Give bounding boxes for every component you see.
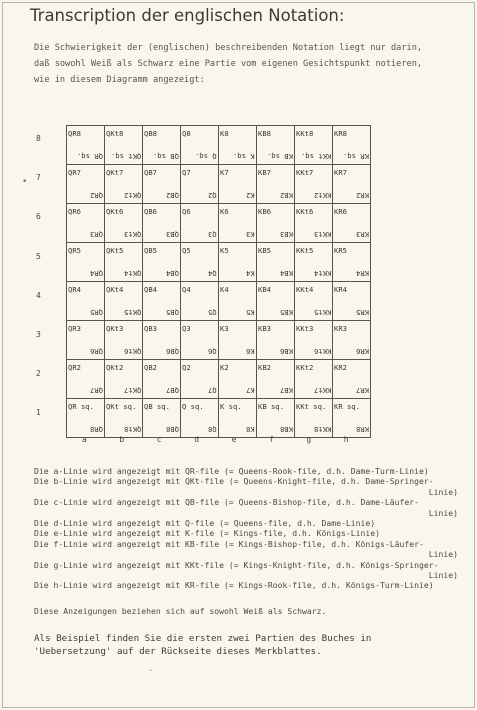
file-line-continuation: Linie) xyxy=(428,507,458,518)
black-notation: Q3 xyxy=(208,230,217,239)
black-notation: QKt2 xyxy=(123,191,141,200)
black-notation: KB7 xyxy=(280,386,293,395)
black-notation: Q7 xyxy=(208,386,217,395)
black-notation: KKt7 xyxy=(313,386,331,395)
board-square xyxy=(143,360,181,399)
black-notation: K3 xyxy=(246,230,255,239)
white-notation: QKt6 xyxy=(106,207,124,216)
board-square xyxy=(67,360,105,399)
white-notation: QKt5 xyxy=(106,246,124,255)
white-notation: QR5 xyxy=(68,246,81,255)
white-notation: Q6 xyxy=(182,207,191,216)
file-line-continuation: Linie) xyxy=(428,486,458,497)
white-notation: QB4 xyxy=(144,285,157,294)
black-notation: KB5 xyxy=(280,308,293,317)
board-row xyxy=(67,126,371,165)
white-notation: KR8 xyxy=(334,129,347,138)
file-label: a xyxy=(82,435,87,444)
board-square xyxy=(143,204,181,243)
board-square xyxy=(181,165,219,204)
black-notation: Q6 xyxy=(208,347,217,356)
file-line xyxy=(34,518,464,528)
white-notation: KKt sq. xyxy=(296,402,327,411)
black-notation: KKt6 xyxy=(313,347,331,356)
board-square xyxy=(105,204,143,243)
black-notation: QKt5 xyxy=(123,308,141,317)
black-notation: QR7 xyxy=(90,386,103,395)
black-notation: QR3 xyxy=(90,230,103,239)
white-notation: Q4 xyxy=(182,285,191,294)
board-row xyxy=(67,204,371,243)
board-square xyxy=(257,399,295,438)
file-line xyxy=(34,528,464,538)
board-square xyxy=(295,321,333,360)
board-square xyxy=(333,204,371,243)
file-line xyxy=(34,476,464,497)
white-notation: K2 xyxy=(220,363,229,372)
file-label: h xyxy=(343,435,349,444)
white-notation: QKt3 xyxy=(106,324,124,333)
black-notation: KB8 xyxy=(280,425,293,434)
white-notation: KKt4 xyxy=(296,285,314,294)
board-square xyxy=(333,165,371,204)
board-square xyxy=(257,282,295,321)
white-notation: QB3 xyxy=(144,324,157,333)
board-square xyxy=(143,282,181,321)
board-square xyxy=(105,321,143,360)
white-notation: KKt6 xyxy=(296,207,314,216)
white-notation: QB sq. xyxy=(144,402,170,411)
black-notation: QKt3 xyxy=(123,230,141,239)
white-notation: KB8 xyxy=(258,129,271,138)
board-square xyxy=(143,243,181,282)
file-line-text: Die h-Linie wird angezeigt mit KR-file (= Kings-Rook-file, d.h. Königs-Turm-Linie) xyxy=(34,580,434,591)
board-square xyxy=(295,360,333,399)
black-notation: K7 xyxy=(246,386,255,395)
black-notation: KB6 xyxy=(280,347,293,356)
board-square xyxy=(219,282,257,321)
black-notation: QKt sq. xyxy=(110,152,141,161)
black-notation: KR5 xyxy=(356,308,369,317)
board-square xyxy=(333,360,371,399)
white-notation: KB3 xyxy=(258,324,271,333)
black-notation: QR sq. xyxy=(77,152,103,161)
rank-label: 7 xyxy=(36,173,41,183)
black-notation: KR6 xyxy=(356,347,369,356)
white-notation: K7 xyxy=(220,168,229,177)
black-notation: QR2 xyxy=(90,191,103,200)
board-square xyxy=(333,399,371,438)
black-notation: QR5 xyxy=(90,308,103,317)
white-notation: KB6 xyxy=(258,207,271,216)
board-square xyxy=(219,165,257,204)
white-notation: QR6 xyxy=(68,207,81,216)
black-notation: QB8 xyxy=(166,425,179,434)
board-square xyxy=(105,243,143,282)
black-notation: QKt7 xyxy=(123,386,141,395)
board-row xyxy=(67,399,371,438)
rank-label: 2 xyxy=(36,369,41,379)
white-notation: KKt8 xyxy=(296,129,314,138)
black-notation: KR4 xyxy=(356,269,369,278)
file-line-text: Die d-Linie wird angezeigt mit Q-file (= Queens-file, d.h. Dame-Linie) xyxy=(34,518,376,529)
white-notation: QR3 xyxy=(68,324,81,333)
board-square xyxy=(105,399,143,438)
rank-label: 5 xyxy=(36,251,41,261)
file-descriptions xyxy=(34,466,464,591)
board-square xyxy=(67,243,105,282)
black-notation: Q5 xyxy=(208,308,217,317)
black-notation: QB4 xyxy=(166,269,179,278)
board-square xyxy=(67,204,105,243)
file-label: c xyxy=(156,435,162,444)
white-notation: Q2 xyxy=(182,363,191,372)
black-notation: K sq. xyxy=(233,152,255,161)
white-notation: K5 xyxy=(220,246,229,255)
file-line-continuation: Linie) xyxy=(428,570,458,581)
board-square xyxy=(333,321,371,360)
white-notation: Q sq. xyxy=(182,402,204,411)
black-notation: KR sq. xyxy=(343,152,369,161)
example-paragraph xyxy=(34,632,371,658)
white-notation: QR2 xyxy=(68,363,81,372)
white-notation: QB2 xyxy=(144,363,157,372)
black-notation: KKt4 xyxy=(313,269,331,278)
board-square xyxy=(333,282,371,321)
board-square xyxy=(219,204,257,243)
black-notation: K2 xyxy=(246,191,255,200)
black-notation: QR8 xyxy=(90,425,103,434)
file-line xyxy=(34,580,464,590)
board-square xyxy=(257,204,295,243)
black-notation: QB5 xyxy=(166,308,179,317)
board-square xyxy=(333,243,371,282)
white-notation: K6 xyxy=(220,207,229,216)
board-row xyxy=(67,360,371,399)
notation-board xyxy=(66,125,371,438)
white-notation: KKt7 xyxy=(296,168,314,177)
white-notation: Q5 xyxy=(182,246,191,255)
white-notation: KR7 xyxy=(334,168,347,177)
footer-dot: . xyxy=(148,664,154,674)
margin-mark: • xyxy=(22,177,28,187)
board-square xyxy=(257,243,295,282)
black-notation: QKt8 xyxy=(123,425,141,434)
black-notation: QR6 xyxy=(90,347,103,356)
black-notation: QB2 xyxy=(166,191,179,200)
file-label: d xyxy=(194,435,200,444)
board-square xyxy=(143,165,181,204)
board-square xyxy=(295,243,333,282)
rank-label: 4 xyxy=(36,290,41,300)
black-notation: K8 xyxy=(246,425,255,434)
white-notation: QKt7 xyxy=(106,168,124,177)
file-line-text: Die b-Linie wird angezeigt mit QKt-file (= Queens-Knight-file, d.h. Dame-Springer- xyxy=(34,476,434,487)
board-row xyxy=(67,282,371,321)
rank-label: 8 xyxy=(36,134,41,143)
board-square xyxy=(333,126,371,165)
board-square xyxy=(67,399,105,438)
board-square xyxy=(295,204,333,243)
white-notation: KB5 xyxy=(258,246,271,255)
white-notation: KKt3 xyxy=(296,324,314,333)
file-line xyxy=(34,560,464,581)
black-notation: KKt3 xyxy=(313,230,331,239)
white-notation: QKt2 xyxy=(106,363,124,372)
black-notation: QB3 xyxy=(166,230,179,239)
white-notation: QB5 xyxy=(144,246,157,255)
board-row xyxy=(67,243,371,282)
white-notation: Q8 xyxy=(182,129,191,138)
black-notation: KR2 xyxy=(356,191,369,200)
board-square xyxy=(219,399,257,438)
board-square xyxy=(295,165,333,204)
white-notation: KR5 xyxy=(334,246,347,255)
black-notation: QKt4 xyxy=(123,269,141,278)
black-notation: QKt6 xyxy=(123,347,141,356)
board-square xyxy=(257,360,295,399)
white-notation: QR4 xyxy=(68,285,81,294)
intro-line: daß sowohl Weiß als Schwarz eine Partie vom eigenen Gesichtspunkt notieren, xyxy=(34,59,423,69)
board-square xyxy=(67,126,105,165)
file-line-text: Die g-Linie wird angezeigt mit KKt-file (= Kings-Knight-file, d.h. Königs-Springer- xyxy=(34,559,439,570)
intro-line: wie in diesem Diagramm angezeigt: xyxy=(34,75,205,85)
example-line: 'Uebersetzung' auf der Rückseite dieses Merkblattes. xyxy=(34,646,322,657)
file-label: f xyxy=(269,435,274,444)
example-line: Als Beispiel finden Sie die ersten zwei Partien des Buches in xyxy=(34,633,372,644)
black-notation: KKt sq. xyxy=(300,152,331,161)
black-notation: KR7 xyxy=(356,386,369,395)
file-label: b xyxy=(119,435,125,444)
white-notation: K sq. xyxy=(220,402,242,411)
white-notation: KR3 xyxy=(334,324,347,333)
board-square xyxy=(219,360,257,399)
page-title: Transcription der englischen Notation: xyxy=(30,6,345,25)
black-notation: QB sq. xyxy=(153,152,179,161)
white-notation: KB2 xyxy=(258,363,271,372)
file-line xyxy=(34,497,464,518)
white-notation: QKt8 xyxy=(106,129,124,138)
file-label: e xyxy=(231,435,237,444)
rank-label: 6 xyxy=(36,212,41,222)
white-notation: KB4 xyxy=(258,285,271,294)
black-notation: QB7 xyxy=(166,386,179,395)
black-notation: QB6 xyxy=(166,347,179,356)
black-notation: KKt2 xyxy=(313,191,331,200)
black-notation: KB3 xyxy=(280,230,293,239)
white-notation: KKt2 xyxy=(296,363,314,372)
black-notation: K4 xyxy=(246,269,255,278)
white-notation: KB7 xyxy=(258,168,271,177)
white-notation: QR8 xyxy=(68,129,81,138)
white-notation: K4 xyxy=(220,285,229,294)
black-notation: Q2 xyxy=(208,191,217,200)
applies-note: Diese Anzeigungen beziehen sich auf sowohl Weiß als Schwarz. xyxy=(34,606,327,616)
file-line-continuation: Linie) xyxy=(428,549,458,560)
black-notation: KB2 xyxy=(280,191,293,200)
board-square xyxy=(181,243,219,282)
board-square xyxy=(67,282,105,321)
board-square xyxy=(257,321,295,360)
black-notation: KKt8 xyxy=(313,425,331,434)
rank-label: 1 xyxy=(36,408,41,418)
file-line-text: Die c-Linie wird angezeigt mit QB-file (= Queens-Bishop-file, d.h. Dame-Läufer- xyxy=(34,497,419,508)
board-square xyxy=(219,126,257,165)
file-line xyxy=(34,539,464,560)
board-square xyxy=(181,126,219,165)
board-square xyxy=(257,165,295,204)
white-notation: QR sq. xyxy=(68,402,94,411)
black-notation: Q8 xyxy=(208,425,217,434)
board-square xyxy=(181,204,219,243)
board-square xyxy=(67,321,105,360)
file-line-text: Die a-Linie wird angezeigt mit QR-file (= Queens-Rook-file, d.h. Dame-Turm-Linie) xyxy=(34,466,429,476)
file-line-text: Die e-Linie wird angezeigt mit K-file (= Kings-file, d.h. Königs-Linie) xyxy=(34,528,380,539)
board-square xyxy=(181,321,219,360)
file-line xyxy=(34,466,464,476)
intro-line: Die Schwierigkeit der (englischen) beschreibenden Notation liegt nur darin, xyxy=(34,43,423,53)
white-notation: KB sq. xyxy=(258,402,284,411)
white-notation: KR4 xyxy=(334,285,347,294)
board-square xyxy=(143,126,181,165)
board-square xyxy=(143,399,181,438)
white-notation: KR2 xyxy=(334,363,347,372)
white-notation: KR sq. xyxy=(334,402,360,411)
board-square xyxy=(295,282,333,321)
board-square xyxy=(181,282,219,321)
white-notation: QR7 xyxy=(68,168,81,177)
white-notation: QKt4 xyxy=(106,285,124,294)
board-square xyxy=(143,321,181,360)
white-notation: K3 xyxy=(220,324,229,333)
file-line-text: Die f-Linie wird angezeigt mit KB-file (= Kings-Bishop-file, d.h. Königs-Läufer- xyxy=(34,538,424,549)
board-square xyxy=(257,126,295,165)
board-square xyxy=(105,165,143,204)
white-notation: K8 xyxy=(220,129,229,138)
board-square xyxy=(181,360,219,399)
board-square xyxy=(295,399,333,438)
black-notation: Q4 xyxy=(208,269,217,278)
white-notation: QKt sq. xyxy=(106,402,137,411)
white-notation: QB8 xyxy=(144,129,157,138)
intro-paragraph xyxy=(34,40,454,88)
board-square xyxy=(67,165,105,204)
black-notation: K6 xyxy=(246,347,255,356)
board-square xyxy=(219,321,257,360)
black-notation: KB4 xyxy=(280,269,293,278)
white-notation: QB7 xyxy=(144,168,157,177)
white-notation: KR6 xyxy=(334,207,347,216)
black-notation: KB sq. xyxy=(267,152,293,161)
board-square xyxy=(181,399,219,438)
board-square xyxy=(295,126,333,165)
board-row xyxy=(67,165,371,204)
black-notation: Q sq. xyxy=(195,152,217,161)
board-row xyxy=(67,321,371,360)
black-notation: QR4 xyxy=(90,269,103,278)
white-notation: Q3 xyxy=(182,324,191,333)
file-label: g xyxy=(306,435,312,444)
white-notation: KKt5 xyxy=(296,246,314,255)
board-square xyxy=(105,282,143,321)
white-notation: Q7 xyxy=(182,168,191,177)
board-square xyxy=(105,360,143,399)
board-square xyxy=(105,126,143,165)
black-notation: KR3 xyxy=(356,230,369,239)
black-notation: K5 xyxy=(246,308,255,317)
black-notation: KR8 xyxy=(356,425,369,434)
white-notation: QB6 xyxy=(144,207,157,216)
rank-label: 3 xyxy=(36,330,41,339)
board-square xyxy=(219,243,257,282)
black-notation: KKt5 xyxy=(313,308,331,317)
